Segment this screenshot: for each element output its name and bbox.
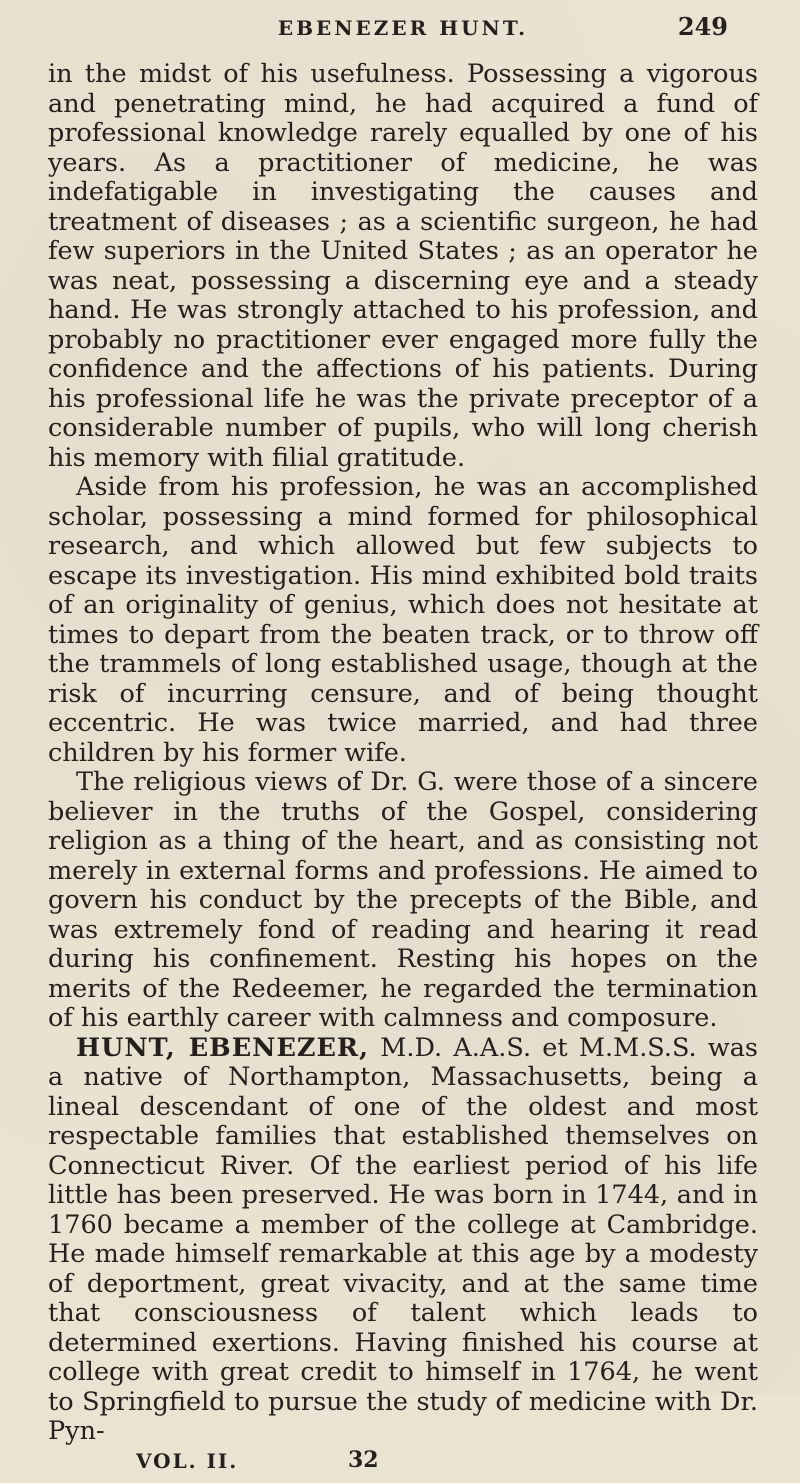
signature-line — [48, 1447, 758, 1483]
running-head — [48, 0, 758, 60]
paragraph-continued: in the midst of his usefulness. Possessing a vigorous and penetrating mind, he had acquired a fund of professional knowledge rarely equalled by one of his years. As a practitioner of medicine, he was indefatigable in investigating the causes and treatment of diseases ; as a scientific surgeon, he had few superiors in the United States ; as an operator he was neat, possessing a discerning eye and a steady hand. He was strongly attached to his profession, and probably no practitioner ever engaged more fully the confidence and the affections of his patients. During his professional life he was the private preceptor of a considerable number of pupils, who will long cherish his memory with filial gratitude. — [48, 59, 758, 473]
paragraph-religious-views: The religious views of Dr. G. were those of a sincere believer in the truths of the Gospel, considering religion as a thing of the heart, and as consisting not merely in external forms and professions. He aimed to govern his conduct by the precepts of the Bible, and was extremely fond of reading and hearing it read during his confinement. Resting his hopes on the merits of the Redeemer, he regarded the termination of his earthly career with calmness and composure. — [48, 767, 758, 1033]
page-number: 249 — [677, 12, 728, 41]
entry-name: HUNT, EBENEZER, — [76, 1032, 369, 1063]
biography-entry — [48, 1034, 758, 1447]
volume-mark: VOL. II. — [136, 1448, 239, 1473]
running-title: EBENEZER HUNT. — [277, 16, 529, 40]
entry-text: M.D. A.A.S. et M.M.S.S. was a native of Northampton, Massachusetts, being a lineal descendant of one of the oldest and most respectable families that established themselves on Connecticut River. Of the earliest period of his life little has been preserved. He was born in 1744, and in 1760 became a member of the college at Cambridge. He made himself remarkable at this age by a modesty of deportment, great vivacity, and at the same time that consciousness of talent which leads to determined exertions. Having finished his course at college with great credit to himself in 1764, he went to Springfield to pursue the study of medicine with Dr. Pyn- — [48, 1032, 758, 1446]
paragraph-scholar: Aside from his profession, he was an accomplished scholar, possessing a mind formed for philosophical research, and which allowed but few subjects to escape its investigation. His mind exhibited bold traits of an originality of genius, which does not hesitate at times to depart from the beaten track, or to throw off the trammels of long established usage, though at the risk of incurring censure, and of being thought eccentric. He was twice married, and had three children by his former wife. — [48, 472, 758, 768]
body-text — [48, 60, 758, 1447]
signature-mark: 32 — [348, 1446, 379, 1473]
